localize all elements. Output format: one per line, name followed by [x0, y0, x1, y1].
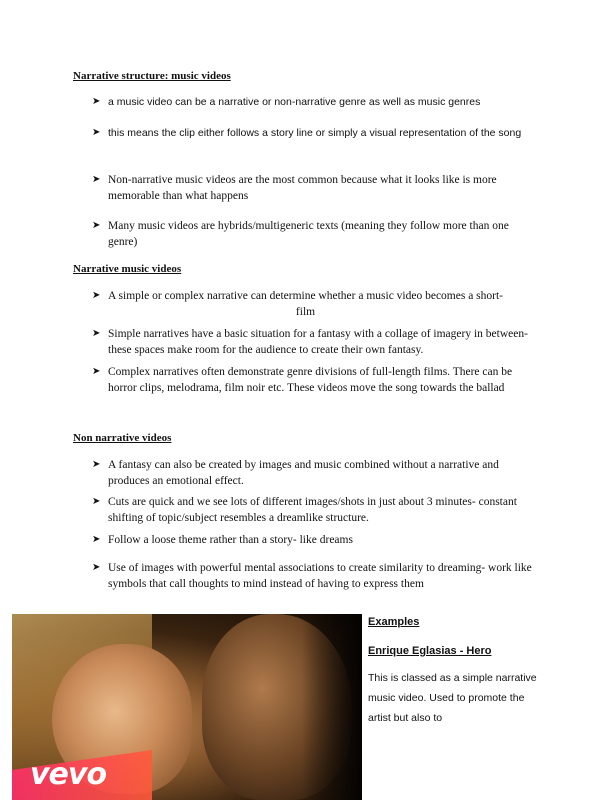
bullet-text: Many music videos are hybrids/multigeneric texts (meaning they follow more than one genre) [108, 220, 509, 248]
arrow-bullet-icon: ➤ [92, 534, 101, 545]
bullet-text: Simple narratives have a basic situation for a fantasy with a collage of imagery in between- these spaces make room for the audience to create their own fantasy. [108, 328, 528, 356]
list-item [92, 172, 532, 204]
music-video-still-image [12, 614, 362, 800]
list-item [92, 94, 542, 110]
examples-description: This is classed as a simple narrative music video. Used to promote the artist but also to [368, 672, 537, 724]
vevo-logo: vevo [30, 757, 107, 792]
arrow-bullet-icon: ➤ [92, 96, 101, 107]
list-item [92, 125, 532, 141]
section-heading-narrative-music-videos: Narrative music videos [73, 263, 182, 275]
arrow-bullet-icon: ➤ [92, 496, 101, 507]
bullet-text-wrapper [108, 288, 503, 320]
arrow-bullet-icon: ➤ [92, 328, 101, 339]
arrow-bullet-icon: ➤ [92, 127, 101, 138]
examples-heading: Examples [368, 616, 420, 628]
bullet-text: Follow a loose theme rather than a story- like dreams [108, 534, 353, 546]
list-item [92, 532, 537, 548]
list-item [92, 364, 537, 396]
bullet-text: a music video can be a narrative or non-narrative genre as well as music genres [108, 96, 481, 108]
bullet-text: this means the clip either follows a story line or simply a visual representation of the song [108, 127, 522, 139]
list-item [92, 326, 537, 358]
bullet-text-continuation: film [295, 306, 316, 318]
bullet-text: Use of images with powerful mental associations to create similarity to dreaming- work like symbols that call thoughts to mind instead of having to express them [108, 562, 532, 590]
list-item [92, 560, 537, 592]
bullet-text: A simple or complex narrative can determine whether a music video becomes a short- [108, 290, 504, 302]
bullet-text: Non-narrative music videos are the most common because what it looks like is more memorable than what happens [108, 174, 497, 202]
bullet-text: Cuts are quick and we see lots of different images/shots in just about 3 minutes- constant shifting of topic/subject resembles a dreamlike structure. [108, 496, 517, 524]
arrow-bullet-icon: ➤ [92, 220, 101, 231]
arrow-bullet-icon: ➤ [92, 366, 101, 377]
image-region-shadow [302, 614, 362, 800]
list-item [92, 218, 532, 250]
bullet-text: A fantasy can also be created by images and music combined without a narrative and produces an emotional effect. [108, 459, 499, 487]
list-item [92, 494, 537, 526]
list-item [92, 457, 537, 489]
arrow-bullet-icon: ➤ [92, 174, 101, 185]
list-item [92, 288, 537, 320]
arrow-bullet-icon: ➤ [92, 290, 101, 301]
section-heading-narrative-structure: Narrative structure: music videos [73, 70, 231, 82]
arrow-bullet-icon: ➤ [92, 562, 101, 573]
section-heading-non-narrative-videos: Non narrative videos [73, 432, 172, 444]
arrow-bullet-icon: ➤ [92, 459, 101, 470]
examples-subheading: Enrique Eglasias - Hero [368, 645, 492, 657]
bullet-text: Complex narratives often demonstrate genre divisions of full-length films. There can be horror clips, melodrama, film noir etc. These videos move the song towards the ballad [108, 366, 513, 394]
